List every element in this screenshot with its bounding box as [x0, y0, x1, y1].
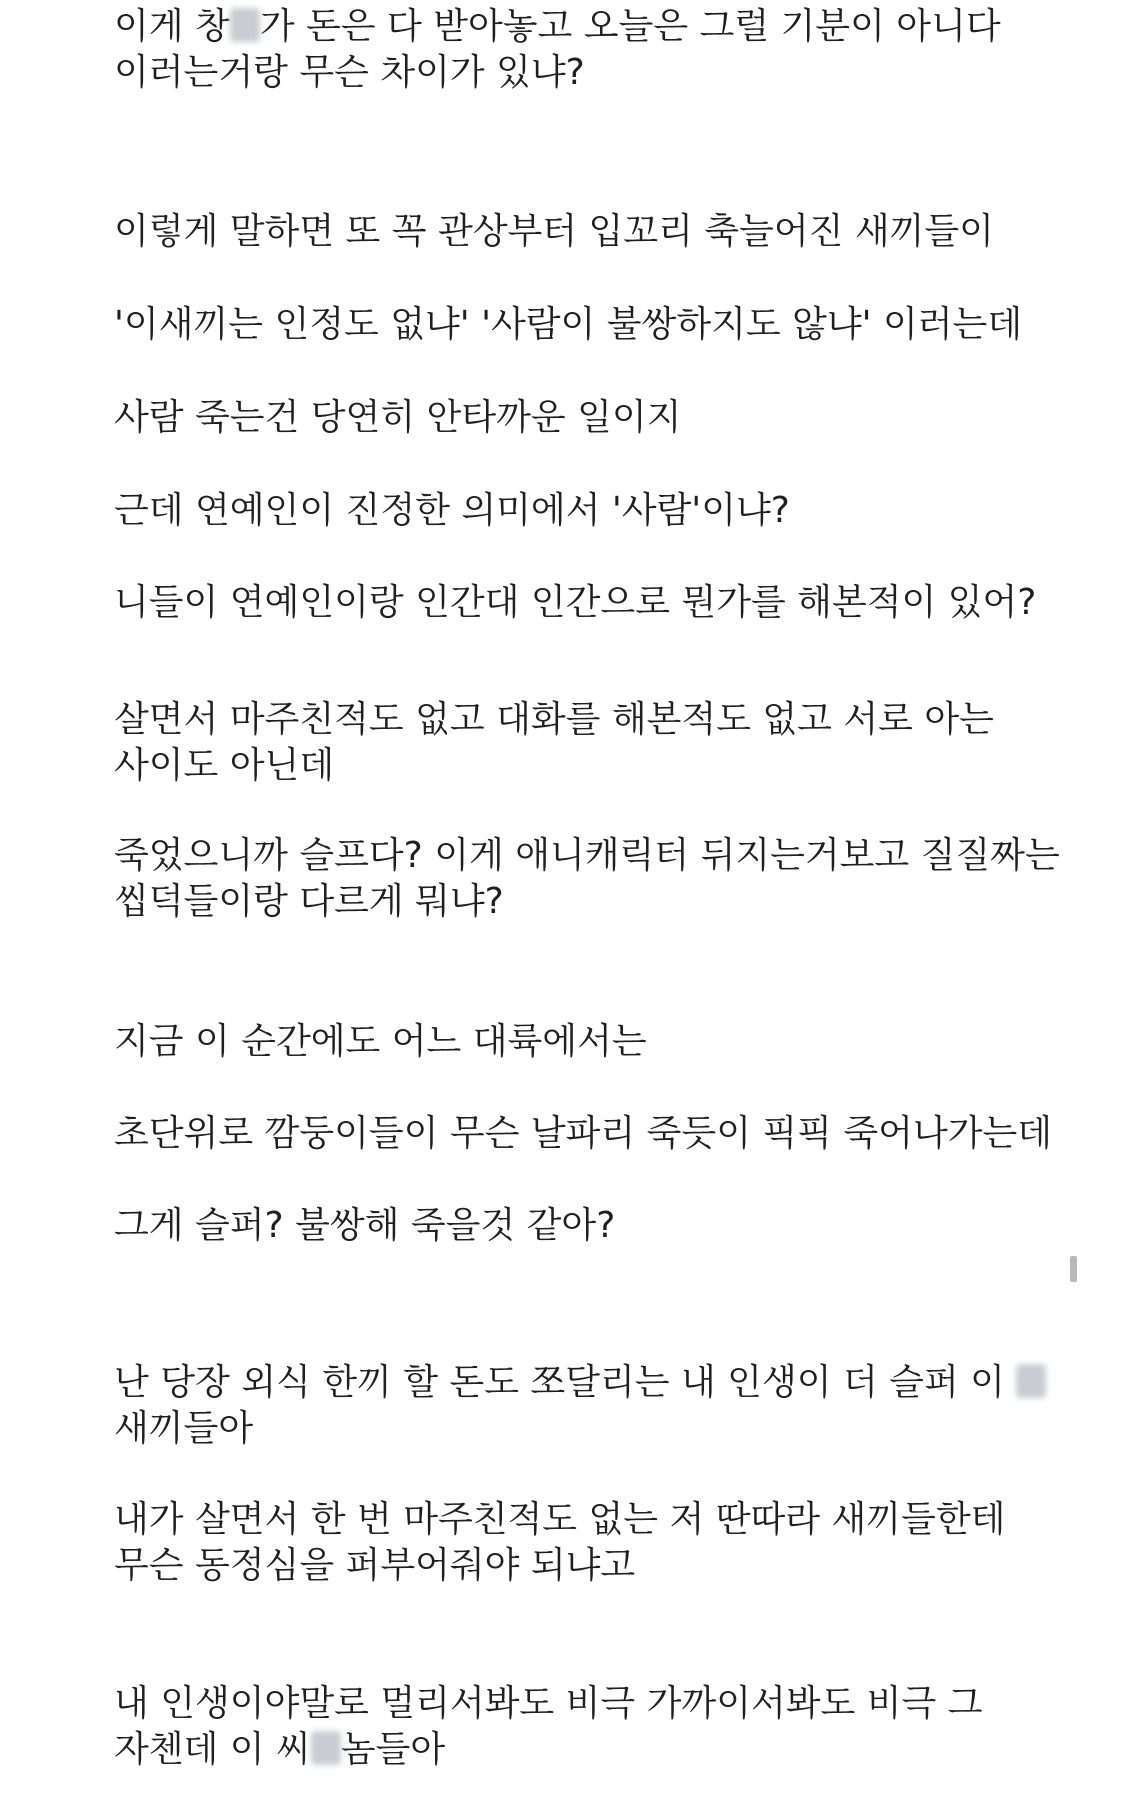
paragraph: 초단위로 깜둥이들이 무슨 날파리 죽듯이 픽픽 죽어나가는데 — [114, 1113, 1053, 1154]
paragraph: 이렇게 말하면 또 꼭 관상부터 입꼬리 축늘어진 새끼들이 — [114, 211, 994, 252]
paragraph: 지금 이 순간에도 어느 대륙에서는 — [114, 1021, 647, 1062]
paragraph: 니들이 연예인이랑 인간대 인간으로 뭔가를 해본적이 있어? — [114, 582, 1037, 623]
paragraph: 내가 살면서 한 번 마주친적도 없는 저 딴따라 새끼들한테 무슨 동정심을 퍼부어줘야 되냐고 — [114, 1499, 1006, 1586]
paragraph: 사람 죽는건 당연히 안타까운 일이지 — [114, 397, 682, 438]
paragraph: 내 인생이야말로 멀리서봐도 비극 가까이서봐도 비극 그 자첸데 이 씨 놈들아 — [114, 1683, 983, 1770]
paragraph: 살면서 마주친적도 없고 대화를 해본적도 없고 서로 아는 사이도 아닌데 — [114, 699, 994, 786]
censored-text — [1016, 1364, 1046, 1398]
scrollbar-thumb[interactable] — [1070, 1256, 1077, 1282]
paragraph: 이게 창 가 돈은 다 받아놓고 오늘은 그럴 기분이 아니다 이러는거랑 무슨 차이가 있냐? — [114, 6, 1001, 93]
paragraph: '이새끼는 인정도 없냐' '사람이 불쌍하지도 않냐' 이러는데 — [114, 304, 1023, 345]
paragraph: 난 당장 외식 한끼 할 돈도 쪼달리는 내 인생이 더 슬퍼 이 새끼들아 — [114, 1360, 1074, 1452]
paragraph: 죽었으니까 슬프다? 이게 애니캐릭터 뒤지는거보고 질질짜는 씹덕들이랑 다르게 뭐냐? — [114, 835, 1060, 922]
censored-text — [311, 1731, 341, 1765]
paragraph: 근데 연예인이 진정한 의미에서 '사람'이냐? — [114, 490, 790, 531]
paragraph: 그게 슬퍼? 불쌍해 죽을것 같아? — [114, 1205, 616, 1246]
censored-text — [230, 8, 260, 42]
